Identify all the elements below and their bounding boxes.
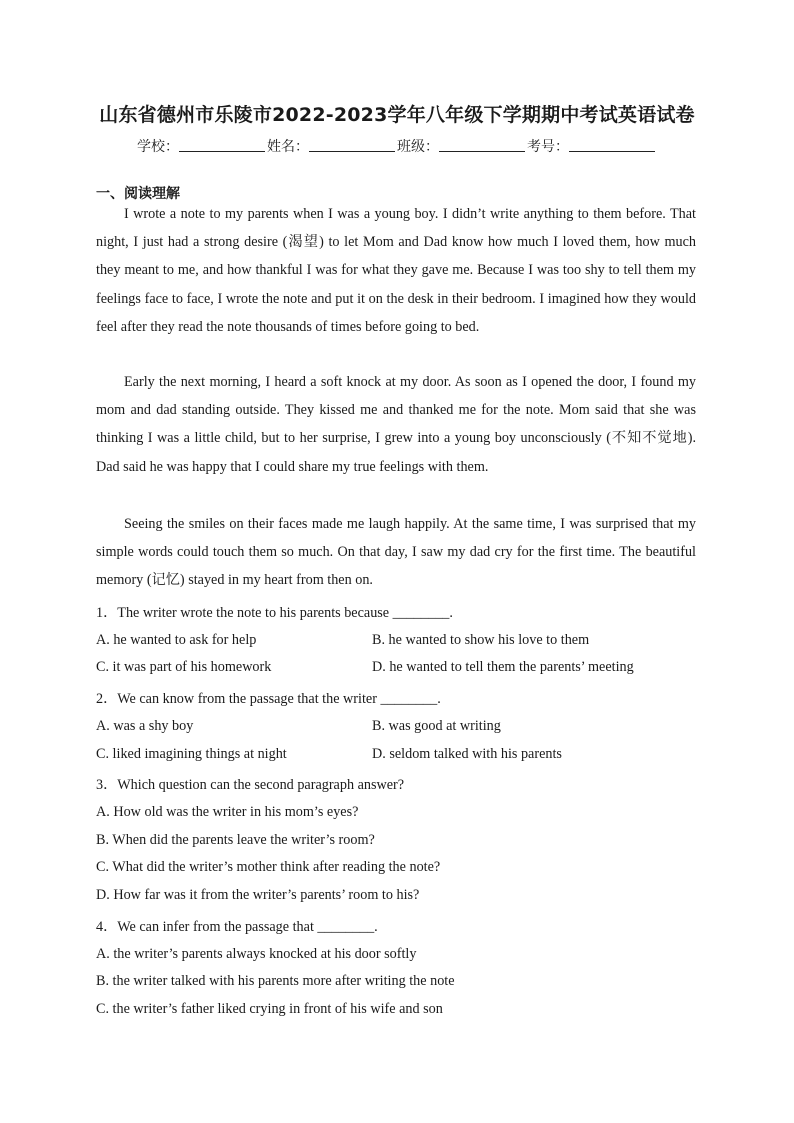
passage-paragraph-2: Early the next morning, I heard a soft knock at my door. As soon as I opened the door, I found my mom and dad standing outside. They kissed me and thanked me for the note. Mom said that she was thinking I was a little child, but to her surprise, I grew into a young boy unconsciously (不知不觉地). Dad said he was happy that I could share my true feelings with them. xyxy=(96,374,696,475)
question-3-option-b[interactable]: B. When did the parents leave the writer’s room? xyxy=(96,832,375,848)
name-label: 姓名： xyxy=(267,139,309,155)
name-blank[interactable] xyxy=(309,138,395,152)
passage-paragraph-1: I wrote a note to my parents when I was a young boy. I didn’t write anything to them before. That night, I just had a strong desire (渴望) to let Mom and Dad know how much I loved them, how much they meant to me, and how thankful I was for what they gave me. Because I was too shy to tell them my feelings face to face, I wrote the note and put it on the desk in their bedroom. I imagined how they would feel after they read the note thousands of times before going to bed. xyxy=(96,206,696,335)
question-3-option-d[interactable]: D. How far was it from the writer’s parents’ room to his? xyxy=(96,887,420,903)
question-2-stem: 2．We can know from the passage that the writer ________. xyxy=(96,691,441,707)
class-label: 班级： xyxy=(397,139,439,155)
exam-number-label: 考号： xyxy=(527,139,569,155)
question-3-option-c[interactable]: C. What did the writer’s mother think after reading the note? xyxy=(96,859,441,875)
exam-number-blank[interactable] xyxy=(569,138,655,152)
class-blank[interactable] xyxy=(439,138,525,152)
question-2-option-c[interactable]: C. liked imagining things at night xyxy=(96,746,287,762)
school-blank[interactable] xyxy=(179,138,265,152)
question-2-option-a[interactable]: A. was a shy boy xyxy=(96,718,194,734)
question-4-stem: 4．We can infer from the passage that ________. xyxy=(96,919,378,935)
section-heading: 一、阅读理解 xyxy=(96,186,180,202)
question-2-option-b[interactable]: B. was good at writing xyxy=(372,718,501,734)
question-3-option-a[interactable]: A. How old was the writer in his mom’s eyes? xyxy=(96,804,359,820)
passage-paragraph-3: Seeing the smiles on their faces made me laugh happily. At the same time, I was surprised that my simple words could touch them so much. On that day, I saw my dad cry for the first time. The beautiful memory (记忆) stayed in my heart from then on. xyxy=(96,516,696,589)
question-1-option-b[interactable]: B. he wanted to show his love to them xyxy=(372,632,590,648)
question-4-option-c[interactable]: C. the writer’s father liked crying in front of his wife and son xyxy=(96,1001,443,1017)
question-2-option-d[interactable]: D. seldom talked with his parents xyxy=(372,746,562,762)
question-1-option-a[interactable]: A. he wanted to ask for help xyxy=(96,632,257,648)
question-3-stem: 3．Which question can the second paragraph answer? xyxy=(96,777,405,793)
question-1-stem: 1．The writer wrote the note to his parents because ________. xyxy=(96,605,453,621)
page-title: 山东省德州市乐陵市2022-2023学年八年级下学期期中考试英语试卷 xyxy=(99,104,695,126)
question-4-option-a[interactable]: A. the writer’s parents always knocked at his door softly xyxy=(96,946,417,962)
student-info-line xyxy=(0,136,794,156)
school-label: 学校： xyxy=(137,139,179,155)
question-1-option-d[interactable]: D. he wanted to tell them the parents’ meeting xyxy=(372,659,634,675)
question-1-option-c[interactable]: C. it was part of his homework xyxy=(96,659,272,675)
question-4-option-b[interactable]: B. the writer talked with his parents more after writing the note xyxy=(96,973,455,989)
